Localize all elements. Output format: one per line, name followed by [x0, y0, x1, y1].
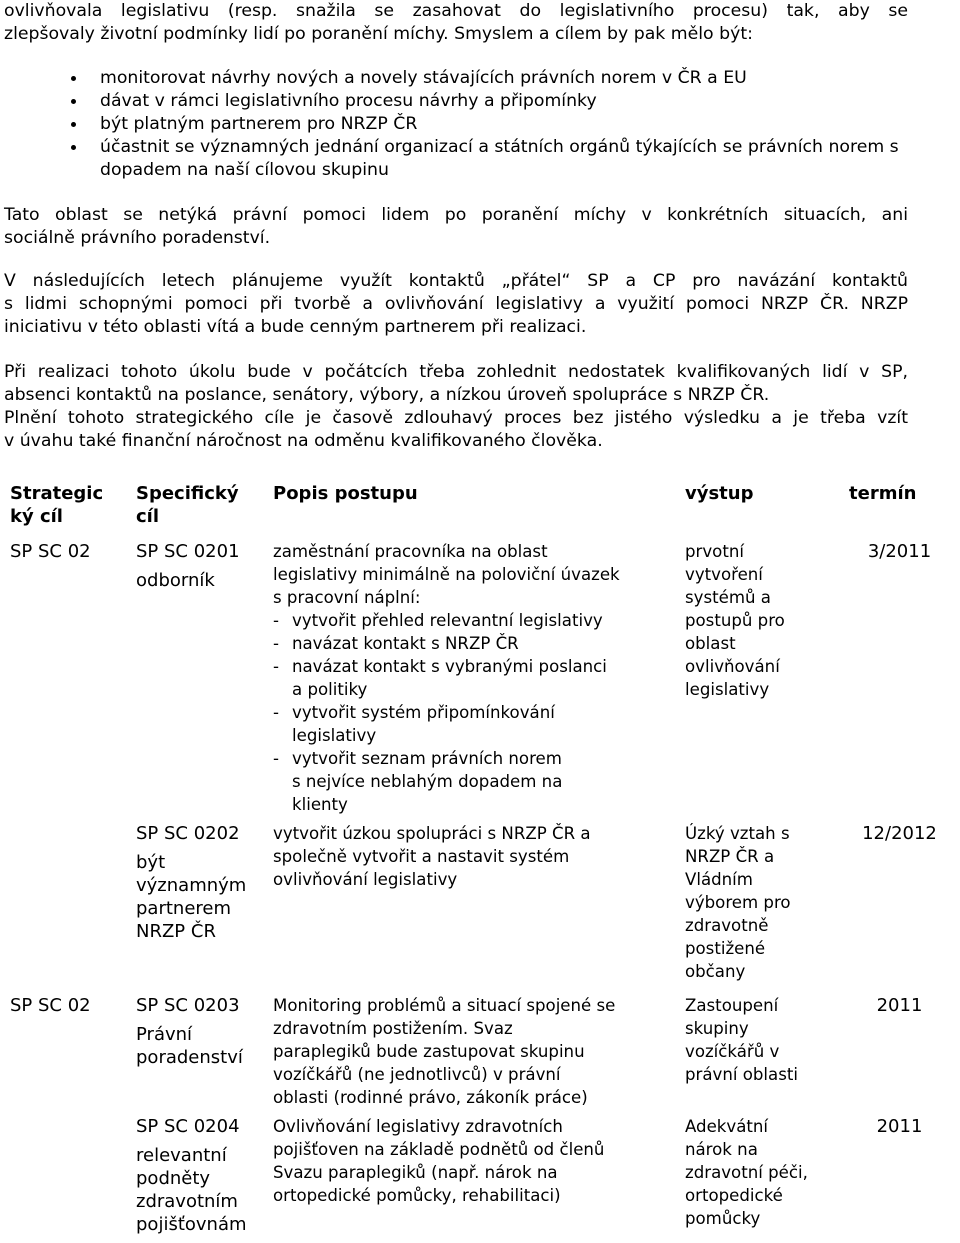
procedure-task: - navázat kontakt s NRZP ČR: [273, 632, 675, 655]
specific-goal-code: SP SC 0201: [136, 541, 240, 562]
scope-paragraph: [4, 204, 908, 250]
specific-goal-code: SP SC 0203: [136, 995, 240, 1016]
cell-specific-goal: [130, 1109, 267, 1243]
procedure-task: - vytvořit přehled relevantní legislativy: [273, 609, 675, 632]
bullet-item: monitorovat návrhy nových a novely stávajících právních norem v ČR a EU: [4, 67, 908, 90]
cell-output: Adekvátní nárok na zdravotní péči, ortopedické pomůcky: [685, 1117, 808, 1228]
cell-procedure: Ovlivňování legislativy zdravotních pojišťoven na základě podnětů od členů Svazu paraplegiků (např. nárok na ortopedické pomůcky, rehabilitaci): [273, 1117, 605, 1205]
cell-output: Zastoupení skupiny vozíčkářů v právní oblasti: [685, 996, 798, 1084]
cell-deadline: 2011: [876, 995, 923, 1016]
cell-strategic-goal: SP SC 02: [10, 995, 91, 1016]
plans-paragraph: [4, 270, 908, 339]
specific-goal-text: být významným partnerem NRZP ČR: [136, 852, 247, 942]
cell-specific-goal: [130, 816, 267, 988]
cell-strategic-goal: [4, 816, 130, 988]
bullet-item: účastnit se významných jednání organizací a státních orgánů týkajících se právních norem s dopadem na naší cílovou skupinu: [4, 136, 908, 182]
table-header-row: [4, 478, 954, 534]
procedure-task: - vytvořit systém připomínkování legislativy: [273, 701, 675, 747]
cell-strategic-goal: SP SC 02: [10, 541, 91, 562]
intro-paragraph: [4, 0, 908, 46]
procedure-task: - navázat kontakt s vybranými poslanci a politiky: [273, 655, 675, 701]
plans-line-1: V následujících letech plánujeme využít kontaktů „přátel“ SP a CP pro navázání kontaktů: [4, 271, 908, 291]
specific-goal-text: odborník: [136, 570, 215, 591]
header-procedure: Popis postupu: [273, 483, 418, 504]
realization-paragraph: [4, 361, 908, 453]
specific-goal-code: SP SC 0202: [136, 823, 240, 844]
table-row: [4, 534, 954, 816]
plans-line-3: iniciativu v této oblasti vítá a bude cenným partnerem při realizaci.: [4, 317, 587, 337]
realization-line-2: absenci kontaktů na poslance, senátory, výbory, a nízkou úroveň spolupráce s NRZP ČR.: [4, 385, 770, 405]
header-specific-goal: Specifický cíl: [136, 483, 239, 527]
header-deadline: termín: [849, 483, 917, 504]
cell-procedure: [267, 534, 679, 816]
header-strategic-goal: Strategic ký cíl: [10, 483, 104, 527]
procedure-task-list: [273, 609, 675, 816]
specific-goal-text: relevantní podněty zdravotním pojišťovnám: [136, 1145, 247, 1235]
cell-procedure: Monitoring problémů a situací spojené se zdravotním postižením. Svaz paraplegiků bude zastupovat skupinu vozíčkářů (ne jednotlivců) v právní oblasti (rodinné právo, zákoník práce): [273, 996, 616, 1107]
cell-deadline: 3/2011: [867, 541, 932, 562]
intro-line-2: zlepšovaly životní podmínky lidí po poranění míchy. Smyslem a cílem by pak mělo být:: [4, 24, 753, 44]
cell-specific-goal: [130, 988, 267, 1109]
bullet-item: dávat v rámci legislativního procesu návrhy a připomínky: [4, 90, 908, 113]
table-row: [4, 1109, 954, 1243]
specific-goal-text: Právní poradenství: [136, 1024, 243, 1068]
goals-bullet-list: [4, 67, 908, 182]
scope-line-2: sociálně právního poradenství.: [4, 228, 271, 248]
realization-line-3: Plnění tohoto strategického cíle je časově zdlouhavý proces bez jistého výsledku a je třeba vzít: [4, 408, 908, 428]
procedure-intro: zaměstnání pracovníka na oblast legislativy minimálně na poloviční úvazek s pracovní náplní:: [273, 542, 620, 607]
procedure-task: - vytvořit seznam právních norem s nejvíce neblahým dopadem na klienty: [273, 747, 675, 816]
cell-procedure: vytvořit úzkou spolupráci s NRZP ČR a společně vytvořit a nastavit systém ovlivňování legislativy: [273, 824, 591, 889]
intro-line-1: ovlivňovala legislativu (resp. snažila se zasahovat do legislativního procesu) tak, aby se: [4, 1, 908, 21]
header-output: výstup: [685, 483, 754, 504]
bullet-item: být platným partnerem pro NRZP ČR: [4, 113, 908, 136]
plans-line-2: s lidmi schopnými pomoci při tvorbě a ovlivňování legislativy a využití pomoci NRZP ČR. NRZP: [4, 294, 908, 314]
cell-output: Úzký vztah s NRZP ČR a Vládním výborem pro zdravotně postižené občany: [685, 824, 791, 981]
table-row: [4, 988, 954, 1109]
realization-line-4: v úvahu také finanční náročnost na odměnu kvalifikovaného člověka.: [4, 431, 603, 451]
specific-goal-code: SP SC 0204: [136, 1116, 240, 1137]
cell-deadline: 2011: [876, 1116, 923, 1137]
table-row: [4, 816, 954, 988]
realization-line-1: Při realizaci tohoto úkolu bude v počátcích třeba zohlednit nedostatek kvalifikovaných lidí v SP,: [4, 362, 908, 382]
strategy-table: [4, 478, 954, 1243]
cell-specific-goal: [130, 534, 267, 816]
scope-line-1: Tato oblast se netýká právní pomoci lidem po poranění míchy v konkrétních situacích, ani: [4, 205, 908, 225]
cell-deadline: 12/2012: [862, 823, 937, 844]
cell-output: prvotní vytvoření systémů a postupů pro oblast ovlivňování legislativy: [685, 542, 785, 699]
cell-strategic-goal: [4, 1109, 130, 1243]
